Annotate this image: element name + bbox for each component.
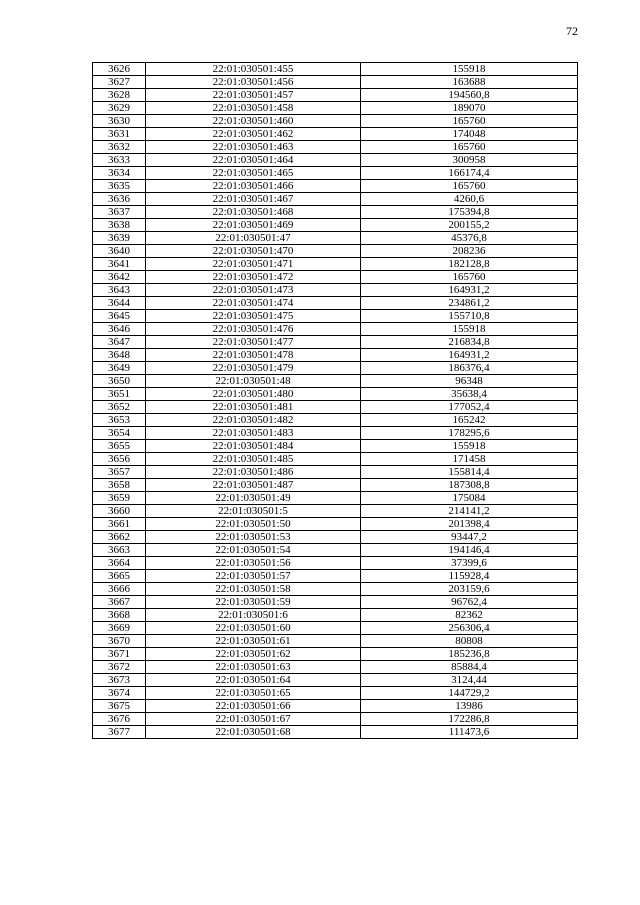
cadastral-number-cell: 22:01:030501:463 (146, 141, 361, 154)
page-number: 72 (566, 24, 578, 38)
cadastral-number-cell: 22:01:030501:475 (146, 310, 361, 323)
value-cell: 300958 (361, 154, 578, 167)
cadastral-number-cell: 22:01:030501:6 (146, 609, 361, 622)
row-number-cell: 3669 (93, 622, 146, 635)
value-cell: 171458 (361, 453, 578, 466)
table-row (93, 115, 578, 128)
table-row (93, 635, 578, 648)
value-cell: 163688 (361, 76, 578, 89)
cadastral-number-cell: 22:01:030501:481 (146, 401, 361, 414)
cadastral-number-cell: 22:01:030501:467 (146, 193, 361, 206)
value-cell: 155918 (361, 440, 578, 453)
table-row (93, 258, 578, 271)
row-number-cell: 3654 (93, 427, 146, 440)
cadastral-number-cell: 22:01:030501:66 (146, 700, 361, 713)
table-row (93, 544, 578, 557)
cadastral-number-cell: 22:01:030501:468 (146, 206, 361, 219)
cadastral-number-cell: 22:01:030501:476 (146, 323, 361, 336)
cadastral-number-cell: 22:01:030501:466 (146, 180, 361, 193)
table-row (93, 206, 578, 219)
row-number-cell: 3659 (93, 492, 146, 505)
value-cell: 177052,4 (361, 401, 578, 414)
value-cell: 201398,4 (361, 518, 578, 531)
row-number-cell: 3653 (93, 414, 146, 427)
row-number-cell: 3635 (93, 180, 146, 193)
value-cell: 4260,6 (361, 193, 578, 206)
cadastral-number-cell: 22:01:030501:457 (146, 89, 361, 102)
row-number-cell: 3674 (93, 687, 146, 700)
value-cell: 175394,8 (361, 206, 578, 219)
cadastral-number-cell: 22:01:030501:53 (146, 531, 361, 544)
table-row (93, 310, 578, 323)
row-number-cell: 3645 (93, 310, 146, 323)
row-number-cell: 3651 (93, 388, 146, 401)
table-row (93, 674, 578, 687)
table-row (93, 570, 578, 583)
value-cell: 45376,8 (361, 232, 578, 245)
table-row (93, 648, 578, 661)
table-row (93, 453, 578, 466)
cadastral-number-cell: 22:01:030501:458 (146, 102, 361, 115)
row-number-cell: 3661 (93, 518, 146, 531)
row-number-cell: 3632 (93, 141, 146, 154)
cadastral-number-cell: 22:01:030501:50 (146, 518, 361, 531)
row-number-cell: 3637 (93, 206, 146, 219)
table-row (93, 713, 578, 726)
row-number-cell: 3633 (93, 154, 146, 167)
cadastral-number-cell: 22:01:030501:61 (146, 635, 361, 648)
value-cell: 256306,4 (361, 622, 578, 635)
table-row (93, 375, 578, 388)
value-cell: 80808 (361, 635, 578, 648)
row-number-cell: 3631 (93, 128, 146, 141)
row-number-cell: 3643 (93, 284, 146, 297)
value-cell: 214141,2 (361, 505, 578, 518)
table-body (93, 63, 578, 739)
cadastral-table (92, 62, 578, 739)
value-cell: 164931,2 (361, 349, 578, 362)
row-number-cell: 3667 (93, 596, 146, 609)
row-number-cell: 3638 (93, 219, 146, 232)
cadastral-number-cell: 22:01:030501:58 (146, 583, 361, 596)
row-number-cell: 3676 (93, 713, 146, 726)
value-cell: 194146,4 (361, 544, 578, 557)
table-row (93, 271, 578, 284)
table-row (93, 63, 578, 76)
row-number-cell: 3649 (93, 362, 146, 375)
cadastral-number-cell: 22:01:030501:54 (146, 544, 361, 557)
value-cell: 234861,2 (361, 297, 578, 310)
table-row (93, 76, 578, 89)
table-row (93, 336, 578, 349)
value-cell: 82362 (361, 609, 578, 622)
value-cell: 37399,6 (361, 557, 578, 570)
row-number-cell: 3640 (93, 245, 146, 258)
cadastral-number-cell: 22:01:030501:59 (146, 596, 361, 609)
table-row (93, 297, 578, 310)
cadastral-number-cell: 22:01:030501:62 (146, 648, 361, 661)
value-cell: 175084 (361, 492, 578, 505)
row-number-cell: 3658 (93, 479, 146, 492)
value-cell: 3124,44 (361, 674, 578, 687)
table-row (93, 167, 578, 180)
table-row (93, 349, 578, 362)
value-cell: 194560,8 (361, 89, 578, 102)
value-cell: 174048 (361, 128, 578, 141)
value-cell: 189070 (361, 102, 578, 115)
value-cell: 111473,6 (361, 726, 578, 739)
value-cell: 96762,4 (361, 596, 578, 609)
value-cell: 155918 (361, 63, 578, 76)
value-cell: 165242 (361, 414, 578, 427)
table-row (93, 531, 578, 544)
row-number-cell: 3626 (93, 63, 146, 76)
value-cell: 35638,4 (361, 388, 578, 401)
table-row (93, 388, 578, 401)
cadastral-number-cell: 22:01:030501:65 (146, 687, 361, 700)
cadastral-number-cell: 22:01:030501:469 (146, 219, 361, 232)
cadastral-number-cell: 22:01:030501:484 (146, 440, 361, 453)
table-row (93, 193, 578, 206)
table-row (93, 89, 578, 102)
cadastral-number-cell: 22:01:030501:474 (146, 297, 361, 310)
value-cell: 185236,8 (361, 648, 578, 661)
cadastral-number-cell: 22:01:030501:460 (146, 115, 361, 128)
row-number-cell: 3628 (93, 89, 146, 102)
row-number-cell: 3657 (93, 466, 146, 479)
row-number-cell: 3627 (93, 76, 146, 89)
row-number-cell: 3652 (93, 401, 146, 414)
value-cell: 155710,8 (361, 310, 578, 323)
table-row (93, 219, 578, 232)
row-number-cell: 3665 (93, 570, 146, 583)
table-row (93, 505, 578, 518)
row-number-cell: 3641 (93, 258, 146, 271)
row-number-cell: 3675 (93, 700, 146, 713)
value-cell: 93447,2 (361, 531, 578, 544)
cadastral-number-cell: 22:01:030501:480 (146, 388, 361, 401)
value-cell: 144729,2 (361, 687, 578, 700)
table-row (93, 700, 578, 713)
value-cell: 216834,8 (361, 336, 578, 349)
row-number-cell: 3668 (93, 609, 146, 622)
table-row (93, 180, 578, 193)
cadastral-number-cell: 22:01:030501:56 (146, 557, 361, 570)
table-row (93, 323, 578, 336)
cadastral-number-cell: 22:01:030501:486 (146, 466, 361, 479)
cadastral-number-cell: 22:01:030501:456 (146, 76, 361, 89)
value-cell: 165760 (361, 115, 578, 128)
table-row (93, 128, 578, 141)
value-cell: 166174,4 (361, 167, 578, 180)
value-cell: 165760 (361, 180, 578, 193)
value-cell: 178295,6 (361, 427, 578, 440)
row-number-cell: 3630 (93, 115, 146, 128)
table-row (93, 414, 578, 427)
table-row (93, 466, 578, 479)
table-row (93, 362, 578, 375)
row-number-cell: 3672 (93, 661, 146, 674)
value-cell: 155918 (361, 323, 578, 336)
value-cell: 165760 (361, 271, 578, 284)
table-row (93, 518, 578, 531)
cadastral-number-cell: 22:01:030501:479 (146, 362, 361, 375)
row-number-cell: 3634 (93, 167, 146, 180)
cadastral-number-cell: 22:01:030501:64 (146, 674, 361, 687)
table-row (93, 245, 578, 258)
row-number-cell: 3648 (93, 349, 146, 362)
cadastral-number-cell: 22:01:030501:67 (146, 713, 361, 726)
cadastral-number-cell: 22:01:030501:482 (146, 414, 361, 427)
table-row (93, 609, 578, 622)
cadastral-number-cell: 22:01:030501:487 (146, 479, 361, 492)
row-number-cell: 3660 (93, 505, 146, 518)
cadastral-number-cell: 22:01:030501:63 (146, 661, 361, 674)
cadastral-number-cell: 22:01:030501:68 (146, 726, 361, 739)
value-cell: 85884,4 (361, 661, 578, 674)
table-row (93, 596, 578, 609)
table-row (93, 661, 578, 674)
row-number-cell: 3636 (93, 193, 146, 206)
cadastral-number-cell: 22:01:030501:5 (146, 505, 361, 518)
value-cell: 155814,4 (361, 466, 578, 479)
row-number-cell: 3666 (93, 583, 146, 596)
row-number-cell: 3673 (93, 674, 146, 687)
value-cell: 187308,8 (361, 479, 578, 492)
cadastral-number-cell: 22:01:030501:473 (146, 284, 361, 297)
table-row (93, 557, 578, 570)
cadastral-number-cell: 22:01:030501:470 (146, 245, 361, 258)
table-row (93, 726, 578, 739)
cadastral-number-cell: 22:01:030501:471 (146, 258, 361, 271)
value-cell: 172286,8 (361, 713, 578, 726)
value-cell: 186376,4 (361, 362, 578, 375)
cadastral-number-cell: 22:01:030501:478 (146, 349, 361, 362)
row-number-cell: 3639 (93, 232, 146, 245)
cadastral-number-cell: 22:01:030501:49 (146, 492, 361, 505)
cadastral-number-cell: 22:01:030501:60 (146, 622, 361, 635)
cadastral-number-cell: 22:01:030501:47 (146, 232, 361, 245)
table-row (93, 154, 578, 167)
row-number-cell: 3670 (93, 635, 146, 648)
cadastral-number-cell: 22:01:030501:57 (146, 570, 361, 583)
row-number-cell: 3655 (93, 440, 146, 453)
row-number-cell: 3650 (93, 375, 146, 388)
value-cell: 208236 (361, 245, 578, 258)
table-row (93, 492, 578, 505)
row-number-cell: 3647 (93, 336, 146, 349)
table-row (93, 284, 578, 297)
cadastral-number-cell: 22:01:030501:477 (146, 336, 361, 349)
value-cell: 203159,6 (361, 583, 578, 596)
table-row (93, 479, 578, 492)
table-row (93, 102, 578, 115)
row-number-cell: 3677 (93, 726, 146, 739)
row-number-cell: 3671 (93, 648, 146, 661)
cadastral-number-cell: 22:01:030501:485 (146, 453, 361, 466)
table-row (93, 232, 578, 245)
row-number-cell: 3664 (93, 557, 146, 570)
table-row (93, 440, 578, 453)
table-row (93, 622, 578, 635)
cadastral-number-cell: 22:01:030501:464 (146, 154, 361, 167)
value-cell: 200155,2 (361, 219, 578, 232)
table-row (93, 687, 578, 700)
row-number-cell: 3662 (93, 531, 146, 544)
row-number-cell: 3644 (93, 297, 146, 310)
table-row (93, 427, 578, 440)
table-row (93, 141, 578, 154)
value-cell: 182128,8 (361, 258, 578, 271)
value-cell: 96348 (361, 375, 578, 388)
row-number-cell: 3656 (93, 453, 146, 466)
table-row (93, 583, 578, 596)
cadastral-number-cell: 22:01:030501:465 (146, 167, 361, 180)
value-cell: 165760 (361, 141, 578, 154)
value-cell: 115928,4 (361, 570, 578, 583)
value-cell: 164931,2 (361, 284, 578, 297)
cadastral-number-cell: 22:01:030501:455 (146, 63, 361, 76)
row-number-cell: 3642 (93, 271, 146, 284)
row-number-cell: 3629 (93, 102, 146, 115)
cadastral-number-cell: 22:01:030501:472 (146, 271, 361, 284)
cadastral-number-cell: 22:01:030501:483 (146, 427, 361, 440)
value-cell: 13986 (361, 700, 578, 713)
cadastral-number-cell: 22:01:030501:462 (146, 128, 361, 141)
row-number-cell: 3663 (93, 544, 146, 557)
row-number-cell: 3646 (93, 323, 146, 336)
table-row (93, 401, 578, 414)
cadastral-number-cell: 22:01:030501:48 (146, 375, 361, 388)
